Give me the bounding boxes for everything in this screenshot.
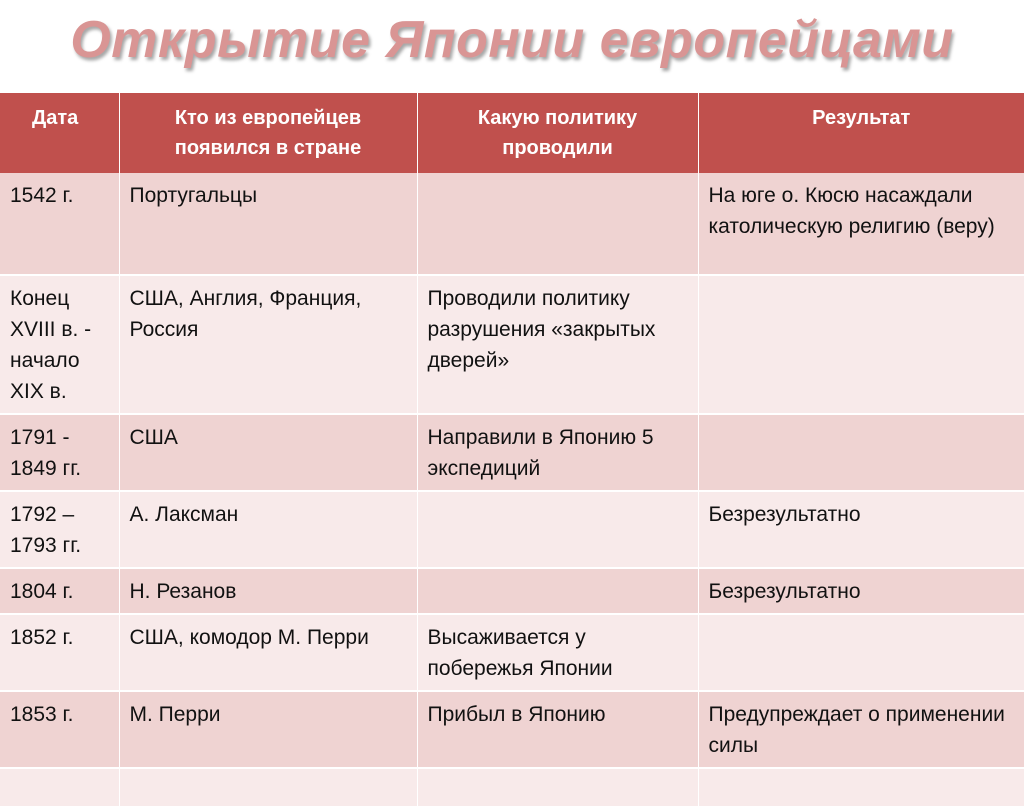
cell-result xyxy=(698,414,1024,491)
cell-who: А. Лаксман xyxy=(119,491,417,568)
cell-policy xyxy=(417,491,698,568)
cell-date: 1804 г. xyxy=(0,568,119,614)
table-row xyxy=(0,614,1024,691)
cell-who: США, Англия, Франция, Россия xyxy=(119,275,417,414)
cell-empty xyxy=(417,768,698,807)
cell-who: США, комодор М. Перри xyxy=(119,614,417,691)
cell-policy: Прибыл в Японию xyxy=(417,691,698,768)
cell-date: 1792 – 1793 гг. xyxy=(0,491,119,568)
cell-who: Португальцы xyxy=(119,173,417,275)
cell-date: 1852 г. xyxy=(0,614,119,691)
cell-who: М. Перри xyxy=(119,691,417,768)
cell-result: Безрезультатно xyxy=(698,568,1024,614)
cell-policy xyxy=(417,568,698,614)
cell-date: 1791 - 1849 гг. xyxy=(0,414,119,491)
table-row xyxy=(0,275,1024,414)
cell-date: 1542 г. xyxy=(0,173,119,275)
cell-who: США xyxy=(119,414,417,491)
table-row xyxy=(0,491,1024,568)
header-policy: Какую политику проводили xyxy=(417,93,698,173)
cell-policy: Проводили политику разрушения «закрытых дверей» xyxy=(417,275,698,414)
cell-result: Безрезультатно xyxy=(698,491,1024,568)
table-row-empty xyxy=(0,768,1024,807)
cell-date: 1853 г. xyxy=(0,691,119,768)
cell-result xyxy=(698,275,1024,414)
cell-who: Н. Резанов xyxy=(119,568,417,614)
cell-empty xyxy=(119,768,417,807)
header-result: Результат xyxy=(698,93,1024,173)
table-row xyxy=(0,414,1024,491)
history-table xyxy=(0,93,1024,808)
cell-result: На юге о. Кюсю насаждали католическую религию (веру) xyxy=(698,173,1024,275)
table-row xyxy=(0,691,1024,768)
cell-empty xyxy=(698,768,1024,807)
cell-policy xyxy=(417,173,698,275)
cell-result: Предупреждает о применении силы xyxy=(698,691,1024,768)
table-row xyxy=(0,568,1024,614)
cell-date: Конец XVIII в. - начало XIX в. xyxy=(0,275,119,414)
header-date: Дата xyxy=(0,93,119,173)
cell-empty xyxy=(0,768,119,807)
table-header-row xyxy=(0,93,1024,173)
cell-policy: Высаживается у побережья Японии xyxy=(417,614,698,691)
cell-policy: Направили в Японию 5 экспедиций xyxy=(417,414,698,491)
header-who: Кто из европейцев появился в стране xyxy=(119,93,417,173)
table-row xyxy=(0,173,1024,275)
cell-result xyxy=(698,614,1024,691)
page-title: Открытие Японии европейцами xyxy=(70,11,954,69)
